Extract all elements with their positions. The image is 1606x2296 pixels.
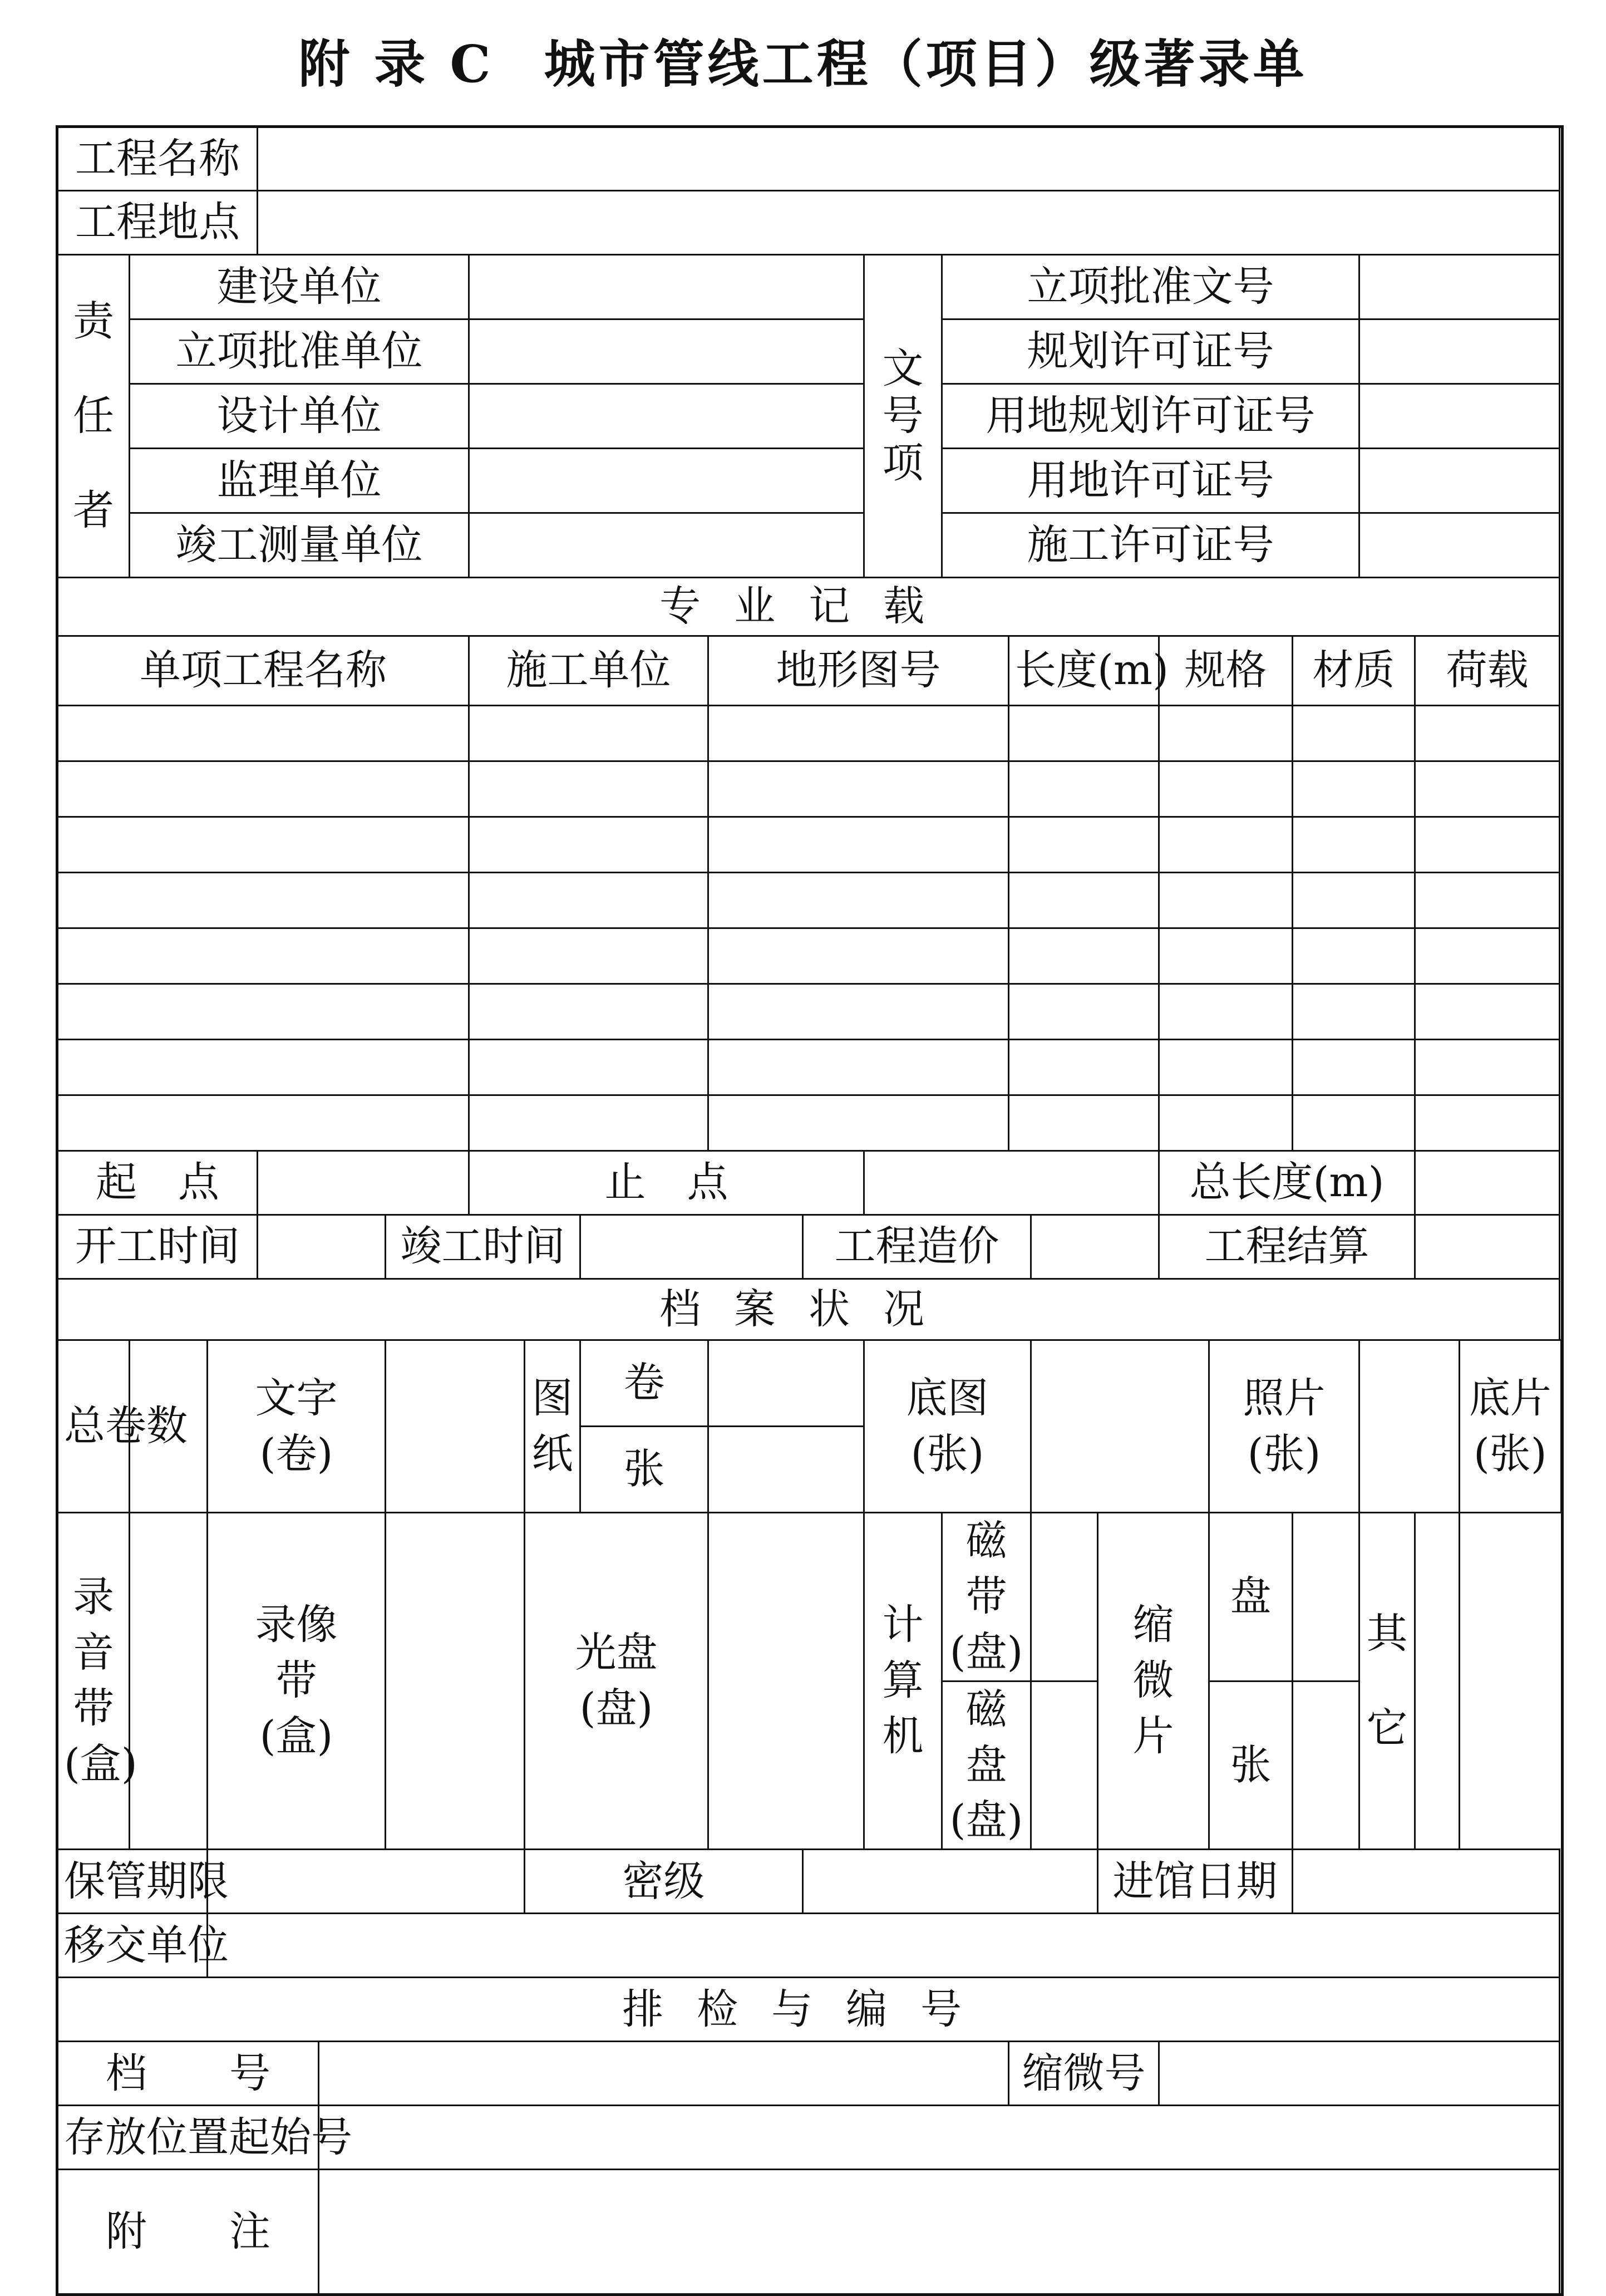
field-photos[interactable] [1359,1340,1460,1513]
field-approval-doc-no[interactable] [1359,255,1560,319]
field-end-point[interactable] [864,1151,1159,1215]
label-optical-disc [525,1513,708,1850]
audio-tape-line-2: (盒) [64,1740,137,1788]
photos-line-2: (张) [1247,1429,1321,1478]
label-design-unit: 设计单位 [130,384,469,449]
row-transfer-unit [57,1914,1563,1978]
field-microfilm-reel[interactable] [1293,1513,1359,1682]
section-professional-records: 专业记载 [57,578,1560,636]
field-optical-disc[interactable] [708,1513,864,1850]
cell-length[interactable] [1009,928,1159,984]
text-volumes-line-1: 文字 [255,1374,338,1422]
row-responsible-2 [57,319,1563,384]
cell-item-name[interactable] [57,817,469,873]
microfilm-char-2: 微 [1132,1656,1174,1705]
row-indexing-title [57,1978,1563,2042]
label-end-point: 止 点 [469,1151,864,1215]
label-other [1359,1513,1415,1850]
col-header-item-name: 单项工程名称 [57,636,469,706]
cell-material[interactable] [1293,984,1415,1040]
col-header-map-no: 地形图号 [708,636,1009,706]
video-tape-line-3: (盒) [259,1712,333,1761]
cell-length[interactable] [1009,706,1159,761]
cell-contractor[interactable] [469,984,708,1040]
cell-spec[interactable] [1159,928,1293,984]
field-classification[interactable] [803,1850,1098,1914]
field-magnetic-disk[interactable] [1031,1681,1098,1850]
label-approval-unit: 立项批准单位 [130,319,469,384]
cell-spec[interactable] [1159,1095,1293,1151]
field-total-length[interactable] [1415,1151,1560,1215]
col-header-contractor: 施工单位 [469,636,708,706]
responsible-char-3: 者 [73,486,114,535]
computer-char-3: 机 [882,1712,924,1761]
responsible-char-2: 任 [73,391,114,440]
cell-material[interactable] [1293,1095,1415,1151]
row-project-name [57,127,1563,191]
responsible-group-label [57,255,130,578]
label-survey-unit: 竣工测量单位 [130,513,469,578]
field-planning-permit-no[interactable] [1359,319,1560,384]
drawings-char-2: 纸 [531,1429,573,1478]
label-total-length: 总长度(m) [1159,1151,1415,1215]
cell-material[interactable] [1293,761,1415,817]
field-entry-date[interactable] [1293,1850,1560,1914]
cell-material[interactable] [1293,706,1415,761]
cell-map-no[interactable] [708,706,1009,761]
label-construction-permit-no: 施工许可证号 [942,513,1359,578]
video-tape-line-2: 带 [275,1656,317,1705]
row-archive-title [57,1279,1563,1340]
field-drawings-sheet[interactable] [708,1427,864,1513]
field-remarks[interactable] [319,2170,1560,2295]
cell-item-name[interactable] [57,928,469,984]
magnetic-tape-line-2: (盘) [949,1628,1023,1676]
drawings-char-1: 图 [531,1374,573,1422]
microfilm-char-1: 缩 [1132,1601,1174,1649]
label-project-location: 工程地点 [57,191,258,255]
label-magnetic-tape [942,1513,1031,1682]
other-char-2: 它 [1366,1704,1408,1752]
label-archive-no: 档 号 [57,2042,319,2106]
table-row [57,1095,1563,1151]
row-professional-title [57,578,1563,636]
field-archive-no[interactable] [319,2042,1009,2106]
label-magnetic-disk [942,1681,1031,1850]
cell-spec[interactable] [1159,1040,1293,1095]
label-project-cost: 工程造价 [803,1215,1031,1279]
label-total-volumes: 总卷数 [57,1340,130,1513]
row-times [57,1215,1563,1279]
cell-item-name[interactable] [57,873,469,928]
photos-line-1: 照片 [1243,1374,1326,1422]
cell-load[interactable] [1415,984,1560,1040]
label-approval-doc-no: 立项批准文号 [942,255,1359,319]
table-row [57,1040,1563,1095]
cell-map-no[interactable] [708,1040,1009,1095]
cell-length[interactable] [1009,984,1159,1040]
label-negatives [1460,1340,1561,1513]
field-magnetic-tape[interactable] [1031,1513,1098,1682]
field-end-time[interactable] [580,1215,803,1279]
field-land-planning-permit-no[interactable] [1359,384,1560,449]
cell-item-name[interactable] [57,984,469,1040]
cell-spec[interactable] [1159,817,1293,873]
cell-map-no[interactable] [708,817,1009,873]
base-drawings-line-1: 底图 [906,1374,989,1422]
label-planning-permit-no: 规划许可证号 [942,319,1359,384]
docno-char-1: 文 [882,344,924,392]
docno-char-3: 项 [882,439,924,488]
negatives-line-2: (张) [1473,1429,1547,1478]
field-approval-unit[interactable] [469,319,864,384]
label-drawings-volume: 卷 [580,1340,708,1427]
row-responsible-1 [57,255,1563,319]
cell-length[interactable] [1009,1040,1159,1095]
magnetic-tape-line-1: 磁带 [965,1517,1007,1620]
cell-spec[interactable] [1159,706,1293,761]
field-project-location[interactable] [258,191,1560,255]
cell-load[interactable] [1415,1095,1560,1151]
row-responsible-3 [57,384,1563,449]
catalog-form [56,125,1564,2296]
field-microfilm-no[interactable] [1159,2042,1560,2106]
text-volumes-line-2: (卷) [259,1429,333,1478]
field-drawings-volume[interactable] [708,1340,864,1427]
field-supervision-unit[interactable] [469,449,864,513]
label-text-volumes [208,1340,386,1513]
cell-item-name[interactable] [57,706,469,761]
cell-material[interactable] [1293,817,1415,873]
field-transfer-unit[interactable] [208,1914,1560,1978]
table-row [57,873,1563,928]
col-header-length: 长度(m) [1009,636,1159,706]
cell-map-no[interactable] [708,928,1009,984]
section-indexing-numbering: 排检与编号 [57,1978,1560,2042]
cell-contractor[interactable] [469,706,708,761]
cell-map-no[interactable] [708,1095,1009,1151]
cell-map-no[interactable] [708,984,1009,1040]
field-start-point[interactable] [258,1151,469,1215]
field-project-cost[interactable] [1031,1215,1159,1279]
label-transfer-unit: 移交单位 [57,1914,208,1978]
cell-material[interactable] [1293,873,1415,928]
field-microfilm-sheet[interactable] [1293,1681,1359,1850]
label-microfilm-no: 缩微号 [1009,2042,1159,2106]
label-land-planning-permit-no: 用地规划许可证号 [942,384,1359,449]
field-design-unit[interactable] [469,384,864,449]
row-remarks [57,2170,1563,2295]
col-header-spec: 规格 [1159,636,1293,706]
table-row [57,817,1563,873]
field-other[interactable] [1415,1513,1460,1850]
microfilm-char-3: 片 [1132,1712,1174,1761]
field-video-tape[interactable] [386,1513,525,1850]
computer-char-1: 计 [882,1601,924,1649]
video-tape-line-1: 录像 [255,1601,338,1649]
cell-load[interactable] [1415,873,1560,928]
table-row [57,761,1563,817]
row-responsible-5 [57,513,1563,578]
title-text: 城市管线工程（项目）级著录单 [544,34,1308,94]
cell-length[interactable] [1009,873,1159,928]
row-location-start-no [57,2106,1563,2170]
cell-material[interactable] [1293,928,1415,984]
label-land-permit-no: 用地许可证号 [942,449,1359,513]
row-archive-no [57,2042,1563,2106]
field-construction-permit-no[interactable] [1359,513,1560,578]
cell-spec[interactable] [1159,984,1293,1040]
field-audio-tape[interactable] [130,1513,208,1850]
row-responsible-4 [57,449,1563,513]
cell-load[interactable] [1415,928,1560,984]
cell-spec[interactable] [1159,761,1293,817]
table-row [57,984,1563,1040]
field-base-drawings[interactable] [1031,1340,1209,1513]
row-custody [57,1850,1563,1914]
field-retention-period[interactable] [208,1850,525,1914]
table-row [57,928,1563,984]
field-text-volumes[interactable] [386,1340,525,1513]
field-survey-unit[interactable] [469,513,864,578]
col-header-material: 材质 [1293,636,1415,706]
cell-item-name[interactable] [57,761,469,817]
label-computer [864,1513,942,1850]
row-archive-1a [57,1340,1563,1427]
magnetic-disk-line-2: (盘) [949,1796,1023,1845]
title-prefix: 附 录 C [298,34,494,94]
row-project-location [57,191,1563,255]
audio-tape-line-1: 录音带 [73,1573,114,1733]
label-video-tape [208,1513,386,1850]
responsible-char-1: 责 [73,297,114,345]
label-retention-period: 保管期限 [57,1850,208,1914]
label-entry-date: 进馆日期 [1098,1850,1293,1914]
cell-length[interactable] [1009,817,1159,873]
other-char-1: 其 [1366,1609,1408,1658]
base-drawings-line-2: (张) [910,1429,984,1478]
field-land-permit-no[interactable] [1359,449,1560,513]
cell-spec[interactable] [1159,873,1293,928]
row-points [57,1151,1563,1215]
negatives-line-1: 底片 [1469,1374,1551,1422]
label-end-time: 竣工时间 [386,1215,580,1279]
col-header-load: 荷载 [1415,636,1560,706]
label-supervision-unit: 监理单位 [130,449,469,513]
row-professional-header [57,636,1563,706]
field-project-settlement[interactable] [1415,1215,1560,1279]
page-title [0,22,1606,106]
field-project-name[interactable] [258,127,1560,191]
optical-disc-line-2: (盘) [579,1684,653,1733]
cell-load[interactable] [1415,761,1560,817]
docno-group-label [864,255,942,578]
label-construction-unit: 建设单位 [130,255,469,319]
label-base-drawings [864,1340,1031,1513]
label-microfilm-sheet: 张 [1209,1681,1293,1850]
label-drawings-sheet: 张 [580,1427,708,1513]
cell-load[interactable] [1415,817,1560,873]
table-row [57,706,1563,761]
label-start-time: 开工时间 [57,1215,258,1279]
magnetic-disk-line-1: 磁盘 [965,1685,1007,1789]
label-start-point: 起 点 [57,1151,258,1215]
cell-map-no[interactable] [708,761,1009,817]
label-project-settlement: 工程结算 [1159,1215,1415,1279]
row-archive-2a [57,1513,1563,1682]
cell-material[interactable] [1293,1040,1415,1095]
label-audio-tape [57,1513,137,1850]
label-photos [1209,1340,1359,1513]
field-construction-unit[interactable] [469,255,864,319]
cell-contractor[interactable] [469,1040,708,1095]
cell-contractor[interactable] [469,761,708,817]
section-archive-status: 档案状况 [57,1279,1560,1340]
computer-char-2: 算 [882,1656,924,1705]
cell-length[interactable] [1009,1095,1159,1151]
label-classification: 密级 [525,1850,803,1914]
field-start-time[interactable] [258,1215,386,1279]
cell-contractor[interactable] [469,817,708,873]
cell-contractor[interactable] [469,1095,708,1151]
field-negatives[interactable] [1561,1340,1562,1513]
label-remarks: 附 注 [57,2170,319,2295]
label-microfilm [1098,1513,1209,1850]
cell-contractor[interactable] [469,928,708,984]
label-microfilm-reel: 盘 [1209,1513,1293,1682]
label-drawings [525,1340,580,1513]
field-location-start-no[interactable] [319,2106,1560,2170]
cell-contractor[interactable] [469,873,708,928]
cell-length[interactable] [1009,761,1159,817]
optical-disc-line-1: 光盘 [575,1629,658,1677]
cell-map-no[interactable] [708,873,1009,928]
cell-load[interactable] [1415,706,1560,761]
cell-load[interactable] [1415,1040,1560,1095]
cell-item-name[interactable] [57,1095,469,1151]
label-project-name: 工程名称 [57,127,258,191]
docno-char-2: 号 [882,391,924,440]
cell-item-name[interactable] [57,1040,469,1095]
label-location-start-no: 存放位置起始号 [57,2106,319,2170]
